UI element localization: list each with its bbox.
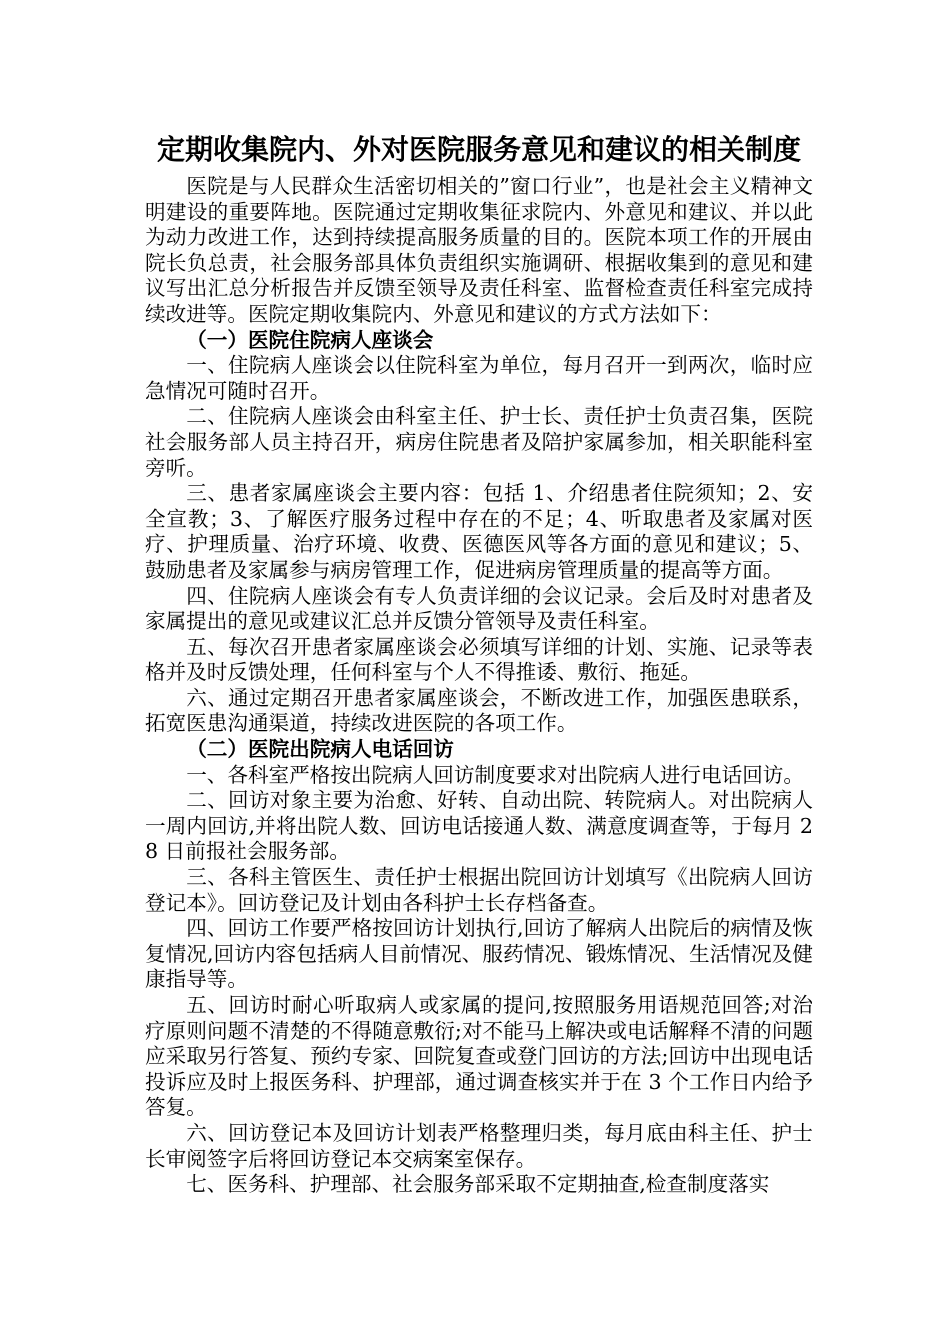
list-item: 六、通过定期召开患者家属座谈会，不断改进工作，加强医患联系，拓宽医患沟通渠道，持续改进医院的各项工作。 (145, 685, 813, 736)
section-inpatient-forum (145, 328, 813, 738)
list-item: 三、各科主管医生、责任护士根据出院回访计划填写《出院病人回访登记本》。回访登记及计划由各科护士长存档备查。 (145, 865, 813, 915)
list-item: 五、回访时耐心听取病人或家属的提问,按照服务用语规范回答;对治疗原则问题不清楚的不得随意敷衍;对不能马上解决或电话解释不清的问题应采取另行答复、预约专家、回院复查或登门回访的方法;回访中出现电话投诉应及时上报医务科、护理部，通过调查核实并于在 3 个工作日内给予答复。 (145, 993, 813, 1120)
list-item: 四、住院病人座谈会有专人负责详细的会议记录。会后及时对患者及家属提出的意见或建议汇总并反馈分管领导及责任科室。 (145, 583, 813, 634)
document-page (145, 128, 813, 1198)
list-item: 一、住院病人座谈会以住院科室为单位，每月召开一到两次，临时应急情况可随时召开。 (145, 353, 813, 403)
list-item: 七、医务科、护理部、社会服务部采取不定期抽查,检查制度落实 (186, 1172, 770, 1197)
section-heading: （一）医院住院病人座谈会 (186, 327, 434, 352)
list-item: 五、每次召开患者家属座谈会必须填写详细的计划、实施、记录等表格并及时反馈处理，任何科室与个人不得推诿、敷衍、拖延。 (145, 634, 813, 685)
section-heading: （二）医院出院病人电话回访 (186, 737, 454, 762)
list-item: 一、各科室严格按出院病人回访制度要求对出院病人进行电话回访。 (186, 762, 804, 787)
list-item: 四、回访工作要严格按回访计划执行,回访了解病人出院后的病情及恢复情况,回访内容包括病人目前情况、服药情况、锻炼情况、生活情况及健康指导等。 (145, 916, 813, 992)
list-item: 三、患者家属座谈会主要内容：包括 1、介绍患者住院须知；2、安全宣教；3、了解医疗服务过程中存在的不足；4、听取患者及家属对医疗、护理质量、治疗环境、收费、医德医风等各方面的意见和建议；5、鼓励患者及家属参与病房管理工作，促进病房管理质量的提高等方面。 (145, 481, 813, 582)
list-item: 二、住院病人座谈会由科室主任、护士长、责任护士负责召集，医院社会服务部人员主持召开，病房住院患者及陪护家属参加，相关职能科室旁听。 (145, 404, 813, 480)
intro-paragraph: 医院是与人民群众生活密切相关的”窗口行业”，也是社会主义精神文明建设的重要阵地。医院通过定期收集征求院内、外意见和建议、并以此为动力改进工作，达到持续提高服务质量的目的。医院本项工作的开展由院长负总责，社会服务部具体负责组织实施调研、根据收集到的意见和建议写出汇总分析报告并反馈至领导及责任科室、监督检查责任科室完成持续改进等。医院定期收集院内、外意见和建议的方式方法如下： (145, 174, 813, 326)
section-discharge-phone-followup (145, 737, 813, 1198)
list-item: 二、回访对象主要为治愈、好转、自动出院、转院病人。对出院病人一周内回访,并将出院人数、回访电话接通人数、满意度调查等，于每月 28 日前报社会服务部。 (145, 788, 813, 864)
document-title: 定期收集院内、外对医院服务意见和建议的相关制度 (156, 133, 801, 166)
list-item: 六、回访登记本及回访计划表严格整理归类，每月底由科主任、护士长审阅签字后将回访登记本交病案室保存。 (145, 1120, 813, 1171)
